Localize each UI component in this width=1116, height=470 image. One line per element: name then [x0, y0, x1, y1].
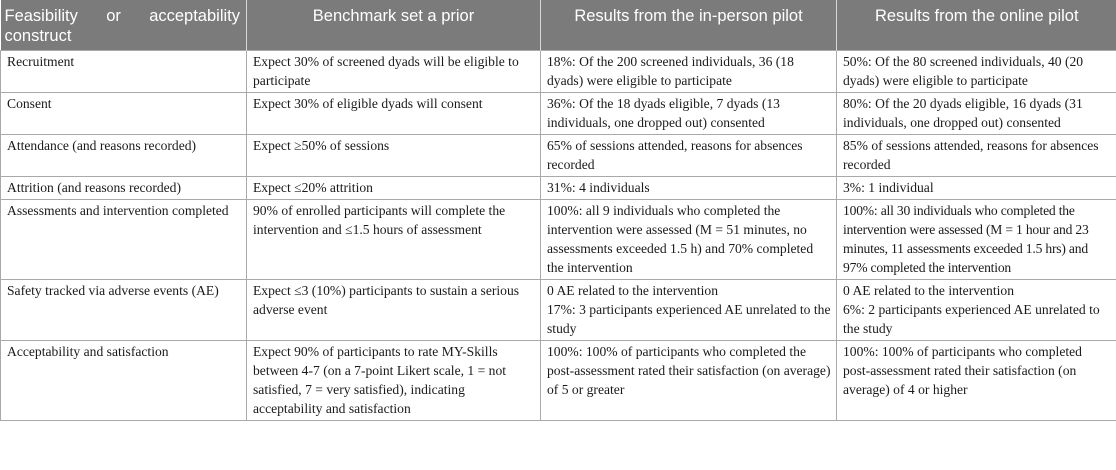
- construct-cell: Attendance (and reasons recorded): [1, 135, 247, 177]
- header-benchmark: Benchmark set a prior: [247, 0, 541, 51]
- online-line: 0 AE related to the intervention: [843, 283, 1015, 298]
- benchmark-cell: Expect ≤20% attrition: [247, 177, 541, 200]
- benchmark-cell: Expect ≥50% of sessions: [247, 135, 541, 177]
- table-row: [1, 51, 1116, 93]
- in-person-cell: 100%: 100% of participants who completed the post-assessment rated their satisfaction (on average) of 5 or greater: [541, 341, 837, 421]
- construct-cell: Recruitment: [1, 51, 247, 93]
- online-cell: 3%: 1 individual: [837, 177, 1116, 200]
- table-row: [1, 177, 1116, 200]
- construct-cell: Acceptability and satisfaction: [1, 341, 247, 421]
- table-row: [1, 341, 1116, 421]
- online-cell: 80%: Of the 20 dyads eligible, 16 dyads (31 individuals, one dropped out) consented: [837, 93, 1116, 135]
- in-person-line: 17%: 3 participants experienced AE unrelated to the study: [547, 302, 831, 336]
- header-construct: Feasibility or acceptability construct: [1, 0, 247, 51]
- online-line: 6%: 2 participants experienced AE unrelated to the study: [843, 302, 1100, 336]
- in-person-cell: 65% of sessions attended, reasons for absences recorded: [541, 135, 837, 177]
- benchmark-cell: Expect 90% of participants to rate MY-Skills between 4-7 (on a 7-point Likert scale, 1 = not satisfied, 7 = very satisfied), indicating acceptability and satisfaction: [247, 341, 541, 421]
- in-person-line: 0 AE related to the intervention: [547, 283, 719, 298]
- in-person-cell: 18%: Of the 200 screened individuals, 36 (18 dyads) were eligible to participate: [541, 51, 837, 93]
- online-cell: [837, 280, 1116, 341]
- construct-cell: Safety tracked via adverse events (AE): [1, 280, 247, 341]
- header-row: [1, 0, 1116, 51]
- header-online: Results from the online pilot: [837, 0, 1116, 51]
- table-row: [1, 135, 1116, 177]
- in-person-cell: 31%: 4 individuals: [541, 177, 837, 200]
- construct-cell: Assessments and intervention completed: [1, 200, 247, 280]
- in-person-cell: 100%: all 9 individuals who completed the intervention were assessed (M = 51 minutes, no assessments exceeded 1.5 h) and 70% completed the intervention: [541, 200, 837, 280]
- table-row: [1, 200, 1116, 280]
- table-body: [1, 51, 1116, 421]
- online-cell: 85% of sessions attended, reasons for absences recorded: [837, 135, 1116, 177]
- benchmark-cell: 90% of enrolled participants will complete the intervention and ≤1.5 hours of assessment: [247, 200, 541, 280]
- table-header: [1, 0, 1116, 51]
- construct-cell: Attrition (and reasons recorded): [1, 177, 247, 200]
- table-row: [1, 93, 1116, 135]
- table-row: [1, 280, 1116, 341]
- in-person-cell: [541, 280, 837, 341]
- benchmark-cell: Expect ≤3 (10%) participants to sustain a serious adverse event: [247, 280, 541, 341]
- construct-cell: Consent: [1, 93, 247, 135]
- in-person-cell: 36%: Of the 18 dyads eligible, 7 dyads (13 individuals, one dropped out) consented: [541, 93, 837, 135]
- header-in-person: Results from the in-person pilot: [541, 0, 837, 51]
- online-cell: 100%: 100% of participants who completed post-assessment rated their satisfaction (on average) of 4 or higher: [837, 341, 1116, 421]
- online-cell: 50%: Of the 80 screened individuals, 40 (20 dyads) were eligible to participate: [837, 51, 1116, 93]
- benchmark-cell: Expect 30% of screened dyads will be eligible to participate: [247, 51, 541, 93]
- online-cell: 100%: all 30 individuals who completed the intervention were assessed (M = 1 hour and 23 minutes, 11 assessments exceeded 1.5 hrs) and 97% completed the intervention: [837, 200, 1116, 280]
- benchmark-cell: Expect 30% of eligible dyads will consent: [247, 93, 541, 135]
